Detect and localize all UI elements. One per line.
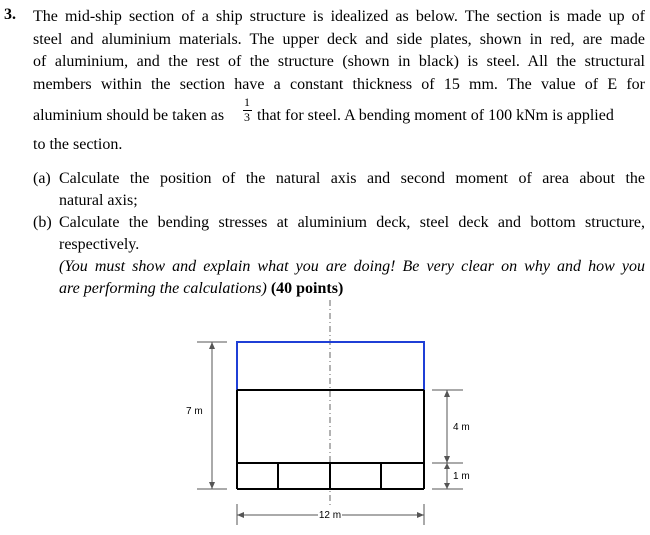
question-line-1: The mid-ship section of a ship structure is idealized as below. The section is made up of — [33, 8, 645, 25]
instruction-note-text: are performing the calculations) — [59, 280, 267, 297]
fraction-trail-text: that for steel. A bending moment of 100 kNm is applied — [257, 107, 614, 124]
points-label: (40 points) — [270, 280, 344, 297]
part-b-label: (b) — [33, 214, 52, 231]
instruction-note-line-1: (You must show and explain what you are doing! Be very clear on why and how you — [59, 258, 645, 275]
bottom-dimension — [432, 463, 470, 489]
question-line-2: steel and aluminium materials. The upper deck and side plates, shown in red, are made — [33, 30, 645, 48]
question-number: 3. — [4, 6, 16, 23]
bottom-dimension-label: 1 m — [453, 471, 470, 482]
question-line-3: of aluminium, and the rest of the structure (shown in black) is steel. All the structural — [33, 53, 645, 70]
width-dimension — [237, 504, 424, 525]
width-label: 12 m — [318, 510, 342, 521]
fraction-numerator: 1 — [244, 95, 250, 109]
part-a-line-2: natural axis; — [59, 192, 138, 209]
fraction-denominator: 3 — [244, 110, 250, 124]
question-line-last: to the section. — [33, 136, 123, 153]
height-dimension — [186, 342, 227, 489]
part-b-line-1: Calculate the bending stresses at aluminium deck, steel deck and bottom structure, — [59, 214, 645, 231]
fraction-lead-text: aluminium should be taken as — [33, 107, 225, 124]
part-a-line-1: Calculate the position of the natural axis and second moment of area about the — [59, 170, 645, 187]
upper-dimension — [432, 390, 470, 463]
part-a-label: (a) — [33, 170, 51, 187]
upper-dimension-label: 4 m — [453, 422, 470, 433]
question-line-4: members within the section have a constant thickness of 15 mm. The value of E for — [33, 75, 645, 93]
part-b-line-2: respectively. — [59, 236, 140, 253]
height-label: 7 m — [186, 406, 203, 417]
